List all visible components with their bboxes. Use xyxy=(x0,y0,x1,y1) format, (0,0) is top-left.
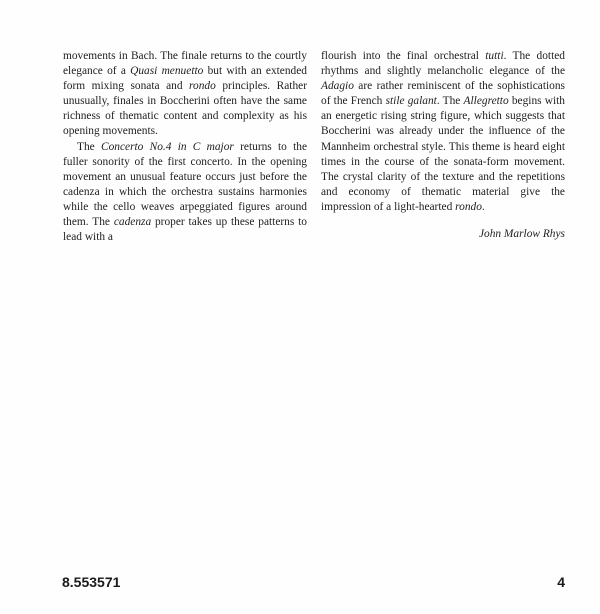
italic-term: Quasi menuetto xyxy=(130,65,204,78)
paragraph-concerto-no4: The Concerto No.4 in C major returns to the fuller sonority of the first concerto. In the opening movement an unusual feature occurs just before the cadenza in which the orchestra sustains harmonies while the cello weaves arpeggiated figures around them. The cadenza proper takes up these patterns to lead with a xyxy=(63,140,308,244)
paragraph-adagio-allegretto: flourish into the final orchestral tutti. The dotted rhythms and slightly melancholic elegance of the Adagio are rather reminiscent of the sophistications of the French stile galant. The Allegretto begins with an energetic rising string figure, which suggests that Boccherini was already under the influence of the Mannheim orchestral style. This theme is heard eight times in the course of the sonata-form movement. The crystal clarity of the texture and the repetitions and economy of thematic material give the impression of a light-hearted rondo. xyxy=(321,50,566,213)
italic-term: Adagio xyxy=(321,80,354,93)
italic-term: stile galant xyxy=(385,95,437,108)
author-signature: John Marlow Rhys xyxy=(478,228,565,241)
page-number: 4 xyxy=(557,574,565,590)
italic-term: Concerto No.4 in C major xyxy=(100,140,234,153)
italic-term: tutti xyxy=(485,50,504,62)
left-column xyxy=(63,49,307,245)
italic-term: Allegretto xyxy=(463,95,509,108)
catalog-number: 8.553571 xyxy=(62,574,121,590)
italic-term: rondo xyxy=(455,200,482,213)
italic-term: cadenza xyxy=(113,216,152,229)
right-column xyxy=(321,49,565,242)
italic-term: rondo xyxy=(189,80,216,93)
paragraph-bach-finale: movements in Bach. The finale returns to the courtly elegance of a Quasi menuetto but with an extended form mixing sonata and rondo principles. Rather unusually, finales in Boccherini often have the same richness of thematic content and complexity as his opening movements. xyxy=(63,50,307,138)
